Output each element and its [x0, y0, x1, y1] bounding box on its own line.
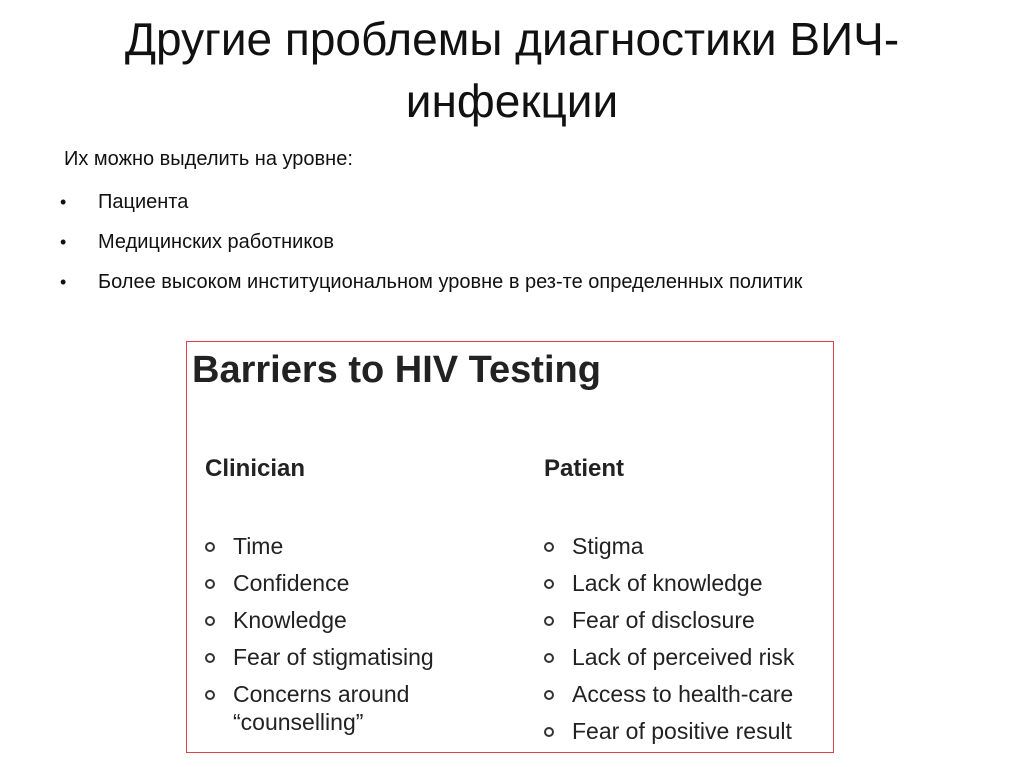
list-item [205, 532, 505, 560]
list-item-text: Access to health-care [572, 681, 794, 707]
clinician-column [205, 454, 505, 745]
list-item [544, 643, 834, 671]
circle-bullet-icon [544, 727, 554, 737]
list-item [205, 643, 505, 671]
level-list-item-text: Пациента [98, 191, 189, 213]
list-item [205, 569, 505, 597]
list-item-text: Fear of stigmatising [233, 644, 434, 670]
circle-bullet-icon [205, 690, 215, 700]
level-list-item [60, 186, 960, 218]
circle-bullet-icon [544, 653, 554, 663]
level-list-item-text: Медицинских работников [98, 231, 335, 253]
list-item-text: Lack of knowledge [572, 570, 763, 596]
circle-bullet-icon [205, 616, 215, 626]
list-item-text: Fear of positive result [572, 718, 792, 744]
list-item-text: Time [233, 533, 284, 559]
barriers-figure [186, 341, 834, 753]
slide-title: Другие проблемы диагностики ВИЧ-инфекции [124, 13, 900, 127]
list-item [544, 717, 834, 745]
list-item-text: Knowledge [233, 607, 347, 633]
list-item [544, 680, 834, 708]
patient-heading: Patient [544, 455, 625, 482]
patient-column [544, 454, 834, 754]
bullet-icon: • [60, 192, 67, 212]
figure-title: Barriers to HIV Testing [192, 349, 601, 391]
circle-bullet-icon [544, 579, 554, 589]
circle-bullet-icon [205, 579, 215, 589]
clinician-list [205, 532, 505, 736]
bullet-icon: • [60, 232, 67, 252]
list-item [544, 569, 834, 597]
level-list-item-text: Более высоком институциональном уровне в рез-те определенных политик [98, 271, 803, 293]
clinician-heading: Clinician [205, 455, 306, 482]
level-list [60, 186, 960, 306]
level-list-item [60, 226, 960, 258]
circle-bullet-icon [544, 690, 554, 700]
list-item-text: Concerns around “counselling” [233, 681, 410, 735]
list-item-text: Lack of perceived risk [572, 644, 795, 670]
list-item [544, 532, 834, 560]
list-item [205, 680, 443, 736]
circle-bullet-icon [205, 542, 215, 552]
list-item-text: Fear of disclosure [572, 607, 755, 633]
circle-bullet-icon [205, 653, 215, 663]
list-item-text: Stigma [572, 533, 644, 559]
level-list-item [60, 266, 960, 298]
circle-bullet-icon [544, 542, 554, 552]
list-item [544, 606, 834, 634]
intro-text: Их можно выделить на уровне: [64, 148, 353, 170]
patient-list [544, 532, 834, 745]
circle-bullet-icon [544, 616, 554, 626]
bullet-icon: • [60, 272, 67, 292]
list-item-text: Confidence [233, 570, 350, 596]
list-item [205, 606, 505, 634]
